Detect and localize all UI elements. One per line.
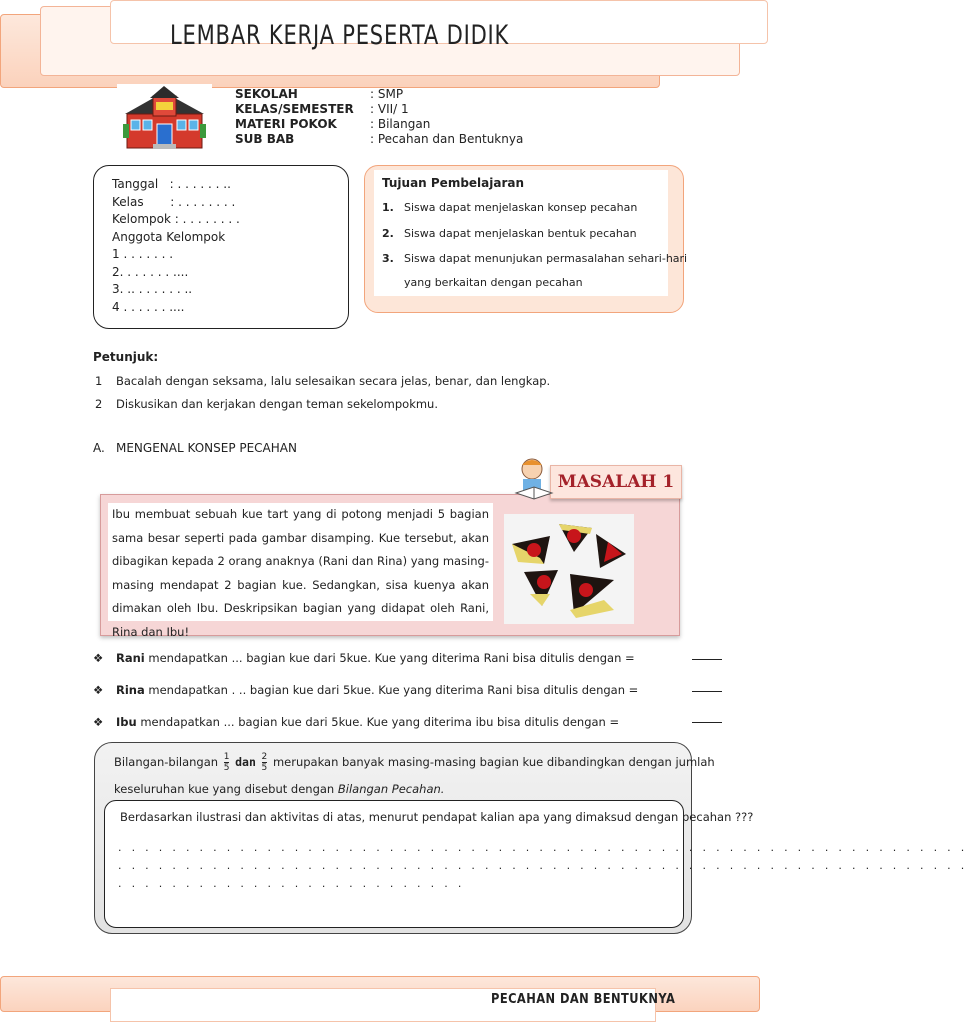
answer-dots-3[interactable]: . . . . . . . . . . . . . . . . . . . . . . . . . . (118, 877, 465, 890)
bullet-diamond-icon: ❖ (93, 715, 104, 729)
identity-line-kelompok[interactable]: Kelompok : . . . . . . . . (112, 212, 240, 226)
info-value-subbab: : Pecahan dan Bentuknya (370, 132, 524, 146)
footer-label: PECAHAN DAN BENTUKNYA (491, 992, 676, 1007)
petunjuk-text-1: Bacalah dengan seksama, lalu selesaikan secara jelas, benar, dan lengkap. (116, 374, 551, 388)
bullet-ibu (116, 715, 619, 729)
section-a-num: A. (93, 441, 105, 455)
answer-line-rina[interactable] (692, 691, 722, 692)
answer-line-rani[interactable] (692, 659, 722, 660)
info-value-materi: : Bilangan (370, 117, 431, 131)
answer-line-ibu[interactable] (692, 722, 722, 723)
bullet-diamond-icon: ❖ (93, 651, 104, 665)
tujuan-num-1: 1. (382, 201, 394, 214)
question-text: Berdasarkan ilustrasi dan aktivitas di atas, menurut pendapat kalian apa yang dimaksud dengan pecahan ??? (120, 810, 754, 824)
bullet-text-rani: mendapatkan ... bagian kue dari 5kue. Kue yang diterima Rani bisa ditulis dengan = (144, 651, 635, 665)
info-value-kelas: : VII/ 1 (370, 102, 409, 116)
identity-line-tanggal[interactable]: Tanggal : . . . . . . .. (112, 177, 231, 191)
petunjuk-num-1: 1 (95, 374, 103, 388)
identity-member-2[interactable]: 2. . . . . . . .... (112, 264, 189, 279)
fraction-two-fifths: $\frac{2}{5}$ (261, 752, 268, 773)
masalah-badge: MASALAH 1 (550, 465, 682, 499)
info-value-sekolah: : SMP (370, 87, 404, 101)
identity-member-1[interactable]: 1 . . . . . . . (112, 247, 174, 261)
tujuan-text-3-cont: yang berkaitan dengan pecahan (404, 276, 583, 289)
definition-line-1 (114, 752, 715, 773)
petunjuk-num-2: 2 (95, 397, 103, 411)
bullet-text-ibu: mendapatkan ... bagian kue dari 5kue. Kue yang diterima ibu bisa ditulis dengan = (136, 715, 620, 729)
tujuan-title: Tujuan Pembelajaran (382, 176, 525, 190)
masalah-text: Ibu membuat sebuah kue tart yang di potong menjadi 5 bagian sama besar seperti pada gambar disamping. Kue tersebut, akan dibagikan kepada 2 orang anaknya (Rani dan Rina) yang masing-masing mendapat 2 bagian kue. Sedangkan, sisa kuenya akan dimakan oleh Ibu. Deskripsikan bagian yang didapat oleh Rani, Rina dan Ibu! (108, 503, 493, 621)
petunjuk-title: Petunjuk: (93, 350, 159, 364)
bullet-rina (116, 683, 638, 697)
answer-dots-1[interactable]: . . . . . . . . . . . . . . . . . . . . . . . . . . . . . . . . . . . . . . . . . . . . . . . . . . . . . . . . . . . . . . . (118, 841, 968, 854)
page-title: LEMBAR KERJA PESERTA DIDIK (170, 20, 510, 51)
answer-dots-2[interactable]: . . . . . . . . . . . . . . . . . . . . . . . . . . . . . . . . . . . . . . . . . . . . . . . . . . . . . . . . . . . . . . . (118, 859, 968, 872)
tujuan-num-3: 3. (382, 252, 394, 265)
bullet-name-ibu: Ibu (116, 715, 137, 729)
info-label-materi: MATERI POKOK (235, 117, 337, 131)
cake-slices-image (504, 514, 634, 624)
tujuan-text-1: Siswa dapat menjelaskan konsep pecahan (404, 201, 638, 214)
identity-member-4[interactable]: 4 . . . . . . .... (112, 299, 185, 314)
info-label-kelas: KELAS/SEMESTER (235, 102, 354, 116)
section-a-title: MENGENAL KONSEP PECAHAN (116, 441, 297, 455)
identity-member-3[interactable]: 3. .. . . . . . . .. (112, 282, 193, 296)
student-reading-icon (512, 455, 556, 501)
definition-dan: dan (235, 755, 256, 769)
bullet-name-rani: Rani (116, 651, 145, 665)
identity-line-anggota: Anggota Kelompok (112, 229, 226, 244)
definition-post: merupakan banyak masing-masing bagian kue dibandingkan dengan jumlah (272, 755, 715, 769)
info-label-sekolah: SEKOLAH (235, 87, 298, 101)
tujuan-text-2: Siswa dapat menjelaskan bentuk pecahan (404, 227, 637, 240)
school-building-icon (117, 84, 212, 152)
bullet-diamond-icon: ❖ (93, 683, 104, 697)
definition-line-2: keseluruhan kue yang disebut dengan Bilangan Pecahan. (114, 782, 445, 796)
fraction-one-fifth: $\frac{1}{5}$ (223, 752, 230, 773)
definition-term: Bilangan Pecahan. (337, 782, 445, 796)
tujuan-num-2: 2. (382, 227, 394, 240)
bullet-name-rina: Rina (116, 683, 145, 697)
bullet-rani (116, 651, 635, 665)
bullet-text-rina: mendapatkan . .. bagian kue dari 5kue. Kue yang diterima Rani bisa ditulis dengan = (144, 683, 639, 697)
info-label-subbab: SUB BAB (235, 132, 295, 146)
identity-line-kelas[interactable]: Kelas : . . . . . . . . (112, 194, 236, 209)
definition-pre: Bilangan-bilangan (114, 755, 219, 769)
petunjuk-text-2: Diskusikan dan kerjakan dengan teman sekelompokmu. (116, 397, 439, 411)
tujuan-text-3: Siswa dapat menunjukan permasalahan sehari-hari (404, 252, 688, 265)
identity-box (93, 165, 349, 329)
